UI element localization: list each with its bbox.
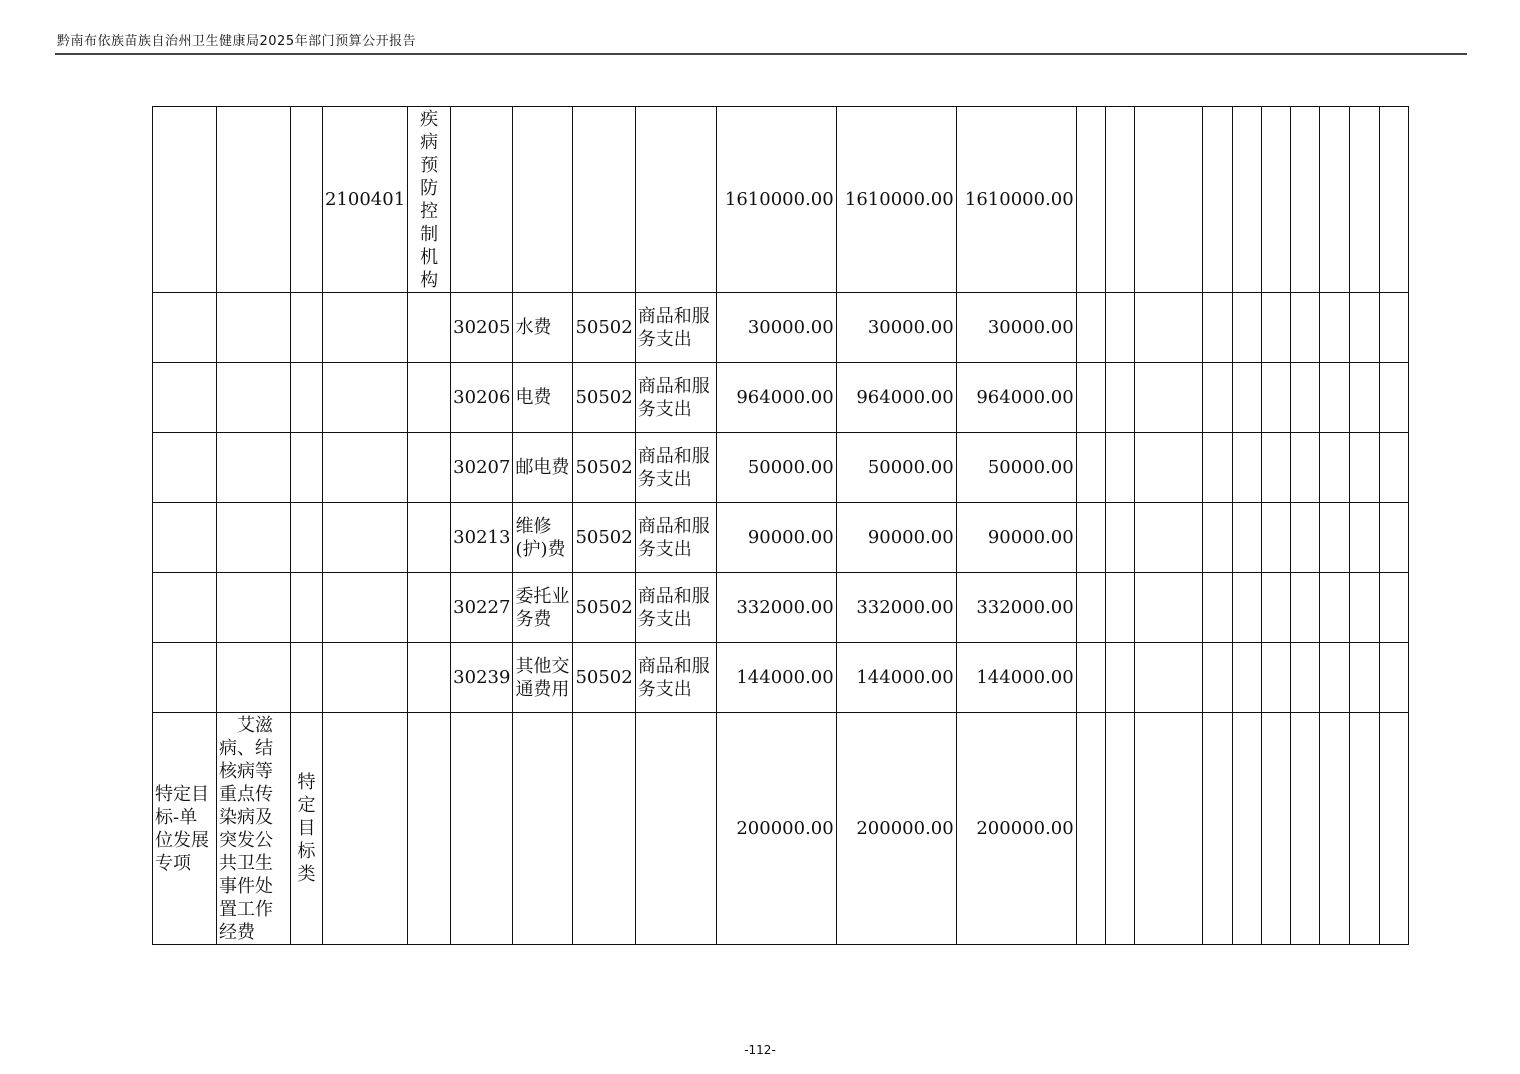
project-name-cell: 艾滋病、结核病等重点传染病及突发公共卫生事件处置工作经费 — [217, 713, 291, 945]
empty-cell — [1105, 363, 1134, 433]
func-name-cell — [408, 503, 451, 573]
empty-cell — [1076, 503, 1105, 573]
empty-cell — [1105, 107, 1134, 293]
project-type-cell — [291, 293, 323, 363]
func-code-cell — [323, 573, 408, 643]
sub-amount-cell: 200000.00 — [956, 713, 1076, 945]
gov-name-cell: 商品和服务支出 — [635, 363, 716, 433]
empty-cell — [1134, 573, 1202, 643]
total-amount-cell: 332000.00 — [716, 573, 836, 643]
empty-cell — [1319, 107, 1349, 293]
gov-code-cell — [573, 713, 635, 945]
sub-amount-cell: 90000.00 — [836, 503, 956, 573]
empty-cell — [1379, 713, 1408, 945]
empty-cell — [1076, 713, 1105, 945]
category-cell — [153, 293, 217, 363]
econ-code-cell — [451, 713, 513, 945]
gov-code-cell — [573, 107, 635, 293]
empty-cell — [1349, 713, 1379, 945]
empty-cell — [1202, 433, 1232, 503]
gov-code-cell: 50502 — [573, 363, 635, 433]
empty-cell — [1202, 573, 1232, 643]
table-row — [153, 107, 1409, 293]
econ-name-cell: 电费 — [513, 363, 573, 433]
empty-cell — [1379, 643, 1408, 713]
empty-cell — [1232, 713, 1261, 945]
empty-cell — [1261, 363, 1290, 433]
empty-cell — [1134, 107, 1202, 293]
empty-cell — [1379, 573, 1408, 643]
empty-cell — [1261, 573, 1290, 643]
project-type-cell — [291, 433, 323, 503]
empty-cell — [1261, 433, 1290, 503]
empty-cell — [1290, 293, 1319, 363]
func-code-cell — [323, 433, 408, 503]
table-row — [153, 503, 1409, 573]
sub-amount-cell: 30000.00 — [836, 293, 956, 363]
empty-cell — [1290, 573, 1319, 643]
project-type-cell — [291, 573, 323, 643]
sub-amount-cell: 332000.00 — [956, 573, 1076, 643]
gov-code-cell: 50502 — [573, 573, 635, 643]
sub-amount-cell: 144000.00 — [836, 643, 956, 713]
empty-cell — [1261, 643, 1290, 713]
empty-cell — [1202, 643, 1232, 713]
empty-cell — [1105, 293, 1134, 363]
empty-cell — [1319, 363, 1349, 433]
func-code-cell — [323, 293, 408, 363]
project-name-cell — [217, 503, 291, 573]
category-cell — [153, 433, 217, 503]
empty-cell — [1202, 503, 1232, 573]
total-amount-cell: 144000.00 — [716, 643, 836, 713]
empty-cell — [1105, 573, 1134, 643]
empty-cell — [1232, 573, 1261, 643]
func-code-cell — [323, 503, 408, 573]
table-row — [153, 433, 1409, 503]
empty-cell — [1134, 363, 1202, 433]
sub-amount-cell: 144000.00 — [956, 643, 1076, 713]
empty-cell — [1319, 293, 1349, 363]
empty-cell — [1349, 363, 1379, 433]
econ-code-cell: 30239 — [451, 643, 513, 713]
table-row — [153, 363, 1409, 433]
econ-name-cell: 其他交通费用 — [513, 643, 573, 713]
gov-code-cell: 50502 — [573, 643, 635, 713]
project-type-cell — [291, 643, 323, 713]
econ-code-cell: 30207 — [451, 433, 513, 503]
func-code-cell: 2100401 — [323, 107, 408, 293]
empty-cell — [1379, 363, 1408, 433]
table-row — [153, 713, 1409, 945]
empty-cell — [1379, 503, 1408, 573]
empty-cell — [1105, 433, 1134, 503]
empty-cell — [1290, 363, 1319, 433]
econ-name-cell: 邮电费 — [513, 433, 573, 503]
econ-name-cell: 维修(护)费 — [513, 503, 573, 573]
total-amount-cell: 964000.00 — [716, 363, 836, 433]
total-amount-cell: 30000.00 — [716, 293, 836, 363]
gov-name-cell: 商品和服务支出 — [635, 293, 716, 363]
empty-cell — [1232, 503, 1261, 573]
project-type-cell — [291, 363, 323, 433]
empty-cell — [1290, 643, 1319, 713]
total-amount-cell: 90000.00 — [716, 503, 836, 573]
func-name-cell — [408, 643, 451, 713]
sub-amount-cell: 50000.00 — [956, 433, 1076, 503]
empty-cell — [1232, 363, 1261, 433]
empty-cell — [1349, 503, 1379, 573]
empty-cell — [1349, 573, 1379, 643]
empty-cell — [1076, 643, 1105, 713]
empty-cell — [1232, 107, 1261, 293]
empty-cell — [1202, 107, 1232, 293]
empty-cell — [1105, 643, 1134, 713]
econ-code-cell: 30227 — [451, 573, 513, 643]
project-type-cell — [291, 503, 323, 573]
project-name-cell — [217, 293, 291, 363]
total-amount-cell: 50000.00 — [716, 433, 836, 503]
total-amount-cell: 200000.00 — [716, 713, 836, 945]
empty-cell — [1319, 573, 1349, 643]
empty-cell — [1379, 107, 1408, 293]
empty-cell — [1134, 433, 1202, 503]
empty-cell — [1349, 643, 1379, 713]
econ-code-cell: 30213 — [451, 503, 513, 573]
category-cell — [153, 107, 217, 293]
category-cell — [153, 643, 217, 713]
gov-name-cell: 商品和服务支出 — [635, 503, 716, 573]
func-code-cell — [323, 363, 408, 433]
econ-name-cell — [513, 107, 573, 293]
econ-name-cell — [513, 713, 573, 945]
func-name-cell — [408, 363, 451, 433]
empty-cell — [1290, 713, 1319, 945]
project-type-text: 特定目标类 — [297, 772, 316, 885]
empty-cell — [1076, 293, 1105, 363]
project-name-cell — [217, 433, 291, 503]
empty-cell — [1076, 573, 1105, 643]
gov-name-cell — [635, 107, 716, 293]
page-number: -112- — [744, 1043, 776, 1057]
empty-cell — [1261, 503, 1290, 573]
sub-amount-cell: 1610000.00 — [956, 107, 1076, 293]
empty-cell — [1202, 713, 1232, 945]
gov-name-cell: 商品和服务支出 — [635, 433, 716, 503]
header-divider — [55, 53, 1467, 55]
empty-cell — [1319, 503, 1349, 573]
empty-cell — [1349, 433, 1379, 503]
empty-cell — [1290, 503, 1319, 573]
report-header-title: 黔南布依族苗族自治州卫生健康局2025年部门预算公开报告 — [57, 34, 417, 49]
empty-cell — [1202, 363, 1232, 433]
empty-cell — [1349, 293, 1379, 363]
gov-code-cell: 50502 — [573, 293, 635, 363]
func-name-cell — [408, 573, 451, 643]
empty-cell — [1232, 293, 1261, 363]
table-row — [153, 293, 1409, 363]
func-name-text: 疾病预防控制机构 — [420, 108, 439, 291]
func-code-cell — [323, 713, 408, 945]
sub-amount-cell: 964000.00 — [836, 363, 956, 433]
sub-amount-cell: 90000.00 — [956, 503, 1076, 573]
sub-amount-cell: 964000.00 — [956, 363, 1076, 433]
sub-amount-cell: 332000.00 — [836, 573, 956, 643]
empty-cell — [1379, 433, 1408, 503]
gov-name-cell: 商品和服务支出 — [635, 643, 716, 713]
empty-cell — [1319, 643, 1349, 713]
table-row — [153, 573, 1409, 643]
empty-cell — [1319, 433, 1349, 503]
budget-table — [152, 106, 1409, 945]
empty-cell — [1134, 503, 1202, 573]
econ-code-cell: 30205 — [451, 293, 513, 363]
empty-cell — [1134, 293, 1202, 363]
project-name-cell — [217, 643, 291, 713]
gov-name-cell — [635, 713, 716, 945]
gov-code-cell: 50502 — [573, 433, 635, 503]
econ-code-cell: 30206 — [451, 363, 513, 433]
sub-amount-cell: 1610000.00 — [836, 107, 956, 293]
empty-cell — [1134, 713, 1202, 945]
econ-name-cell: 水费 — [513, 293, 573, 363]
econ-code-cell — [451, 107, 513, 293]
category-cell: 特定目标-单位发展专项 — [153, 713, 217, 945]
project-type-cell — [291, 713, 323, 945]
empty-cell — [1105, 713, 1134, 945]
category-cell — [153, 363, 217, 433]
empty-cell — [1319, 713, 1349, 945]
project-type-cell — [291, 107, 323, 293]
table-row — [153, 643, 1409, 713]
empty-cell — [1379, 293, 1408, 363]
project-name-cell — [217, 107, 291, 293]
empty-cell — [1261, 107, 1290, 293]
func-name-cell — [408, 293, 451, 363]
func-code-cell — [323, 643, 408, 713]
project-name-cell — [217, 573, 291, 643]
empty-cell — [1261, 293, 1290, 363]
func-name-cell — [408, 107, 451, 293]
category-cell — [153, 503, 217, 573]
empty-cell — [1202, 293, 1232, 363]
econ-name-cell: 委托业务费 — [513, 573, 573, 643]
empty-cell — [1290, 433, 1319, 503]
empty-cell — [1076, 107, 1105, 293]
empty-cell — [1349, 107, 1379, 293]
func-name-cell — [408, 713, 451, 945]
gov-name-cell: 商品和服务支出 — [635, 573, 716, 643]
empty-cell — [1261, 713, 1290, 945]
empty-cell — [1076, 433, 1105, 503]
func-name-cell — [408, 433, 451, 503]
sub-amount-cell: 200000.00 — [836, 713, 956, 945]
project-name-cell — [217, 363, 291, 433]
category-cell — [153, 573, 217, 643]
gov-code-cell: 50502 — [573, 503, 635, 573]
empty-cell — [1232, 643, 1261, 713]
sub-amount-cell: 30000.00 — [956, 293, 1076, 363]
empty-cell — [1232, 433, 1261, 503]
sub-amount-cell: 50000.00 — [836, 433, 956, 503]
total-amount-cell: 1610000.00 — [716, 107, 836, 293]
empty-cell — [1105, 503, 1134, 573]
empty-cell — [1076, 363, 1105, 433]
empty-cell — [1290, 107, 1319, 293]
empty-cell — [1134, 643, 1202, 713]
